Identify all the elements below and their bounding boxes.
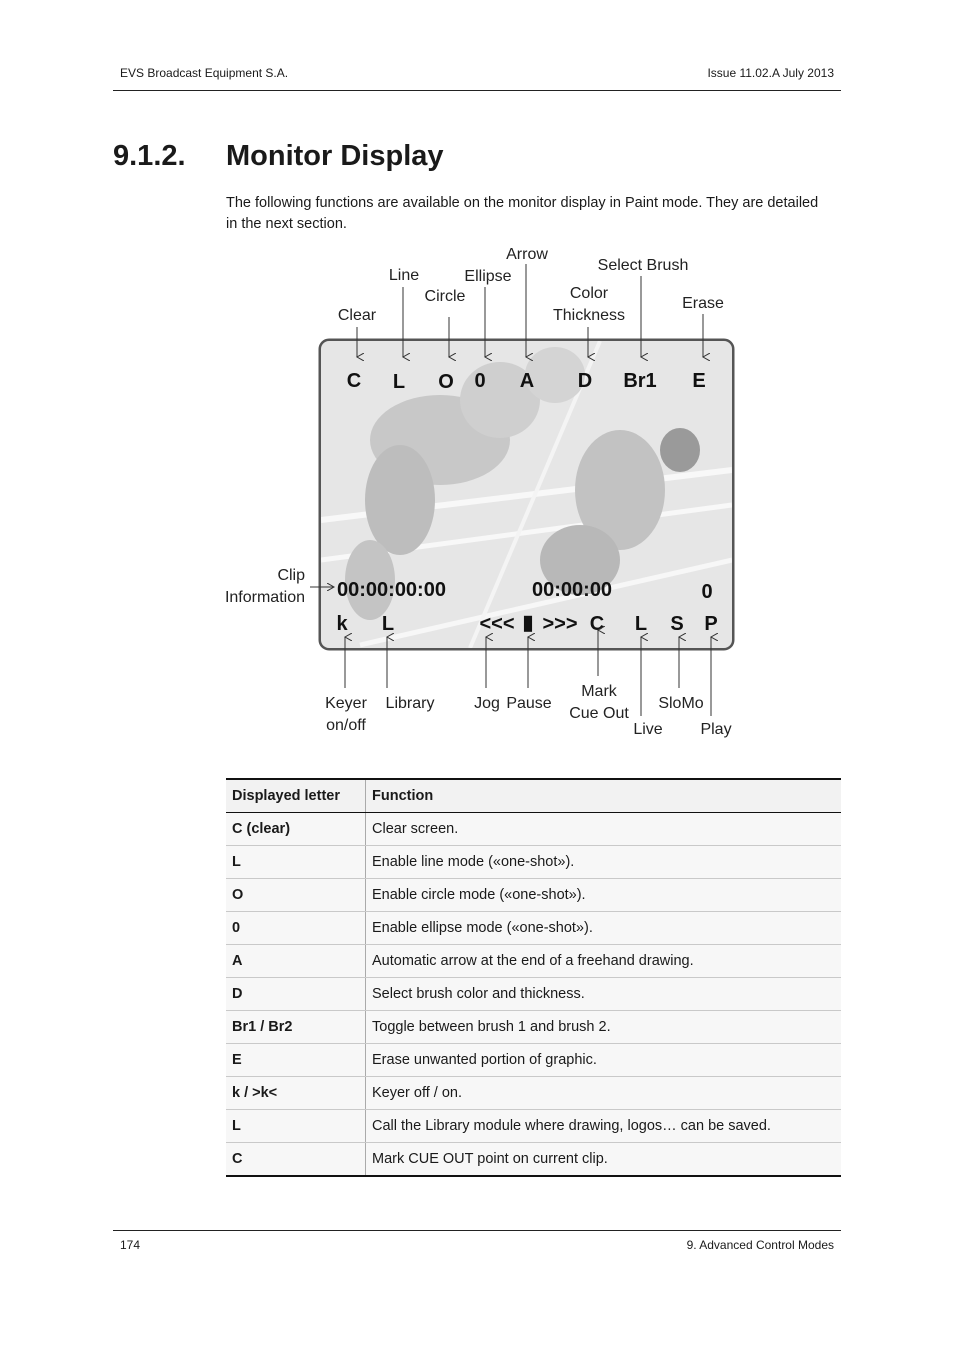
- row-letter: L: [226, 1110, 366, 1143]
- osd-line: L: [392, 371, 406, 393]
- row-function: Mark CUE OUT point on current clip.: [366, 1143, 842, 1177]
- osd-color: D: [577, 370, 593, 392]
- label-ellipse: Ellipse: [464, 268, 512, 285]
- label-library: Library: [385, 695, 435, 712]
- footer-rule: [113, 1230, 841, 1231]
- label-keyer-onoff: on/off: [326, 717, 366, 734]
- osd-ellipse: 0: [474, 370, 486, 392]
- osd-library: L: [381, 613, 395, 635]
- osd-jog-back: <<<: [479, 613, 515, 635]
- osd-circle: O: [438, 371, 454, 393]
- row-function: Automatic arrow at the end of a freehand drawing.: [366, 945, 842, 978]
- table-row: [226, 879, 841, 912]
- osd-keyer: k: [336, 613, 348, 635]
- row-function: Select brush color and thickness.: [366, 978, 842, 1011]
- intro-paragraph: The following functions are available on the monitor display in Paint mode. They are detailed in the next section.: [226, 195, 819, 232]
- table-row: [226, 1110, 841, 1143]
- osd-arrow: A: [519, 370, 535, 392]
- label-information: Information: [224, 589, 305, 606]
- osd-slomo: S: [670, 613, 684, 635]
- table-row: [226, 813, 841, 846]
- label-circle: Circle: [424, 288, 466, 305]
- osd-brush: Br1: [623, 370, 657, 392]
- table-row: [226, 1011, 841, 1044]
- label-slomo: SloMo: [658, 695, 704, 712]
- row-letter: D: [226, 978, 366, 1011]
- label-pause: Pause: [506, 695, 552, 712]
- label-mark: Mark: [581, 683, 617, 700]
- osd-live: L: [634, 613, 648, 635]
- footer-page-number: 174: [120, 1238, 141, 1252]
- label-play: Play: [700, 721, 732, 738]
- row-function: Call the Library module where drawing, logos… can be saved.: [366, 1110, 842, 1143]
- row-letter: k / >k<: [226, 1077, 366, 1110]
- row-function: Erase unwanted portion of graphic.: [366, 1044, 842, 1077]
- osd-play: P: [704, 613, 718, 635]
- row-letter: C (clear): [226, 813, 366, 846]
- label-jog: Jog: [474, 695, 500, 712]
- row-letter: Br1 / Br2: [226, 1011, 366, 1044]
- label-clip: Clip: [277, 567, 305, 584]
- osd-erase: E: [692, 370, 706, 392]
- osd-cue-out: C: [589, 613, 605, 635]
- label-select-brush: Select Brush: [597, 257, 689, 274]
- header-function: Function: [366, 779, 842, 813]
- table-row: [226, 1143, 841, 1177]
- label-cue-out: Cue Out: [569, 705, 629, 722]
- section-title: Monitor Display: [226, 140, 444, 172]
- row-function: Clear screen.: [366, 813, 842, 846]
- label-clear: Clear: [337, 307, 377, 324]
- label-color: Color: [569, 285, 609, 302]
- row-function: Enable circle mode («one-shot»).: [366, 879, 842, 912]
- osd-pause: ▮: [522, 612, 534, 634]
- row-letter: L: [226, 846, 366, 879]
- row-letter: C: [226, 1143, 366, 1177]
- osd-timecode-left: 00:00:00:00: [337, 579, 446, 601]
- table-header-row: [226, 779, 841, 813]
- row-function: Enable ellipse mode («one-shot»).: [366, 912, 842, 945]
- label-line: Line: [388, 267, 420, 284]
- table-row: [226, 978, 841, 1011]
- row-function: Toggle between brush 1 and brush 2.: [366, 1011, 842, 1044]
- osd-clear: C: [346, 370, 362, 392]
- label-erase: Erase: [682, 295, 724, 312]
- label-live: Live: [633, 721, 663, 738]
- label-arrow: Arrow: [506, 246, 548, 263]
- table-row: [226, 1077, 841, 1110]
- row-letter: 0: [226, 912, 366, 945]
- row-letter: A: [226, 945, 366, 978]
- label-keyer: Keyer: [325, 695, 367, 712]
- row-letter: E: [226, 1044, 366, 1077]
- header-displayed-letter: Displayed letter: [226, 779, 366, 813]
- osd-counter: 0: [701, 581, 713, 603]
- table-row: [226, 945, 841, 978]
- osd-jog-forward: >>>: [542, 613, 578, 635]
- row-letter: O: [226, 879, 366, 912]
- footer-chapter: 9. Advanced Control Modes: [686, 1238, 834, 1252]
- table-row: [226, 912, 841, 945]
- section-number: 9.1.2.: [113, 140, 186, 172]
- table-row: [226, 846, 841, 879]
- row-function: Enable line mode («one-shot»).: [366, 846, 842, 879]
- table-row: [226, 1044, 841, 1077]
- row-function: Keyer off / on.: [366, 1077, 842, 1110]
- label-thickness: Thickness: [552, 307, 626, 324]
- function-table: [226, 778, 841, 1177]
- osd-timecode-right: 00:00:00: [532, 579, 613, 601]
- header-issue: Issue 11.02.A July 2013: [707, 66, 834, 80]
- header-company: EVS Broadcast Equipment S.A.: [120, 66, 289, 80]
